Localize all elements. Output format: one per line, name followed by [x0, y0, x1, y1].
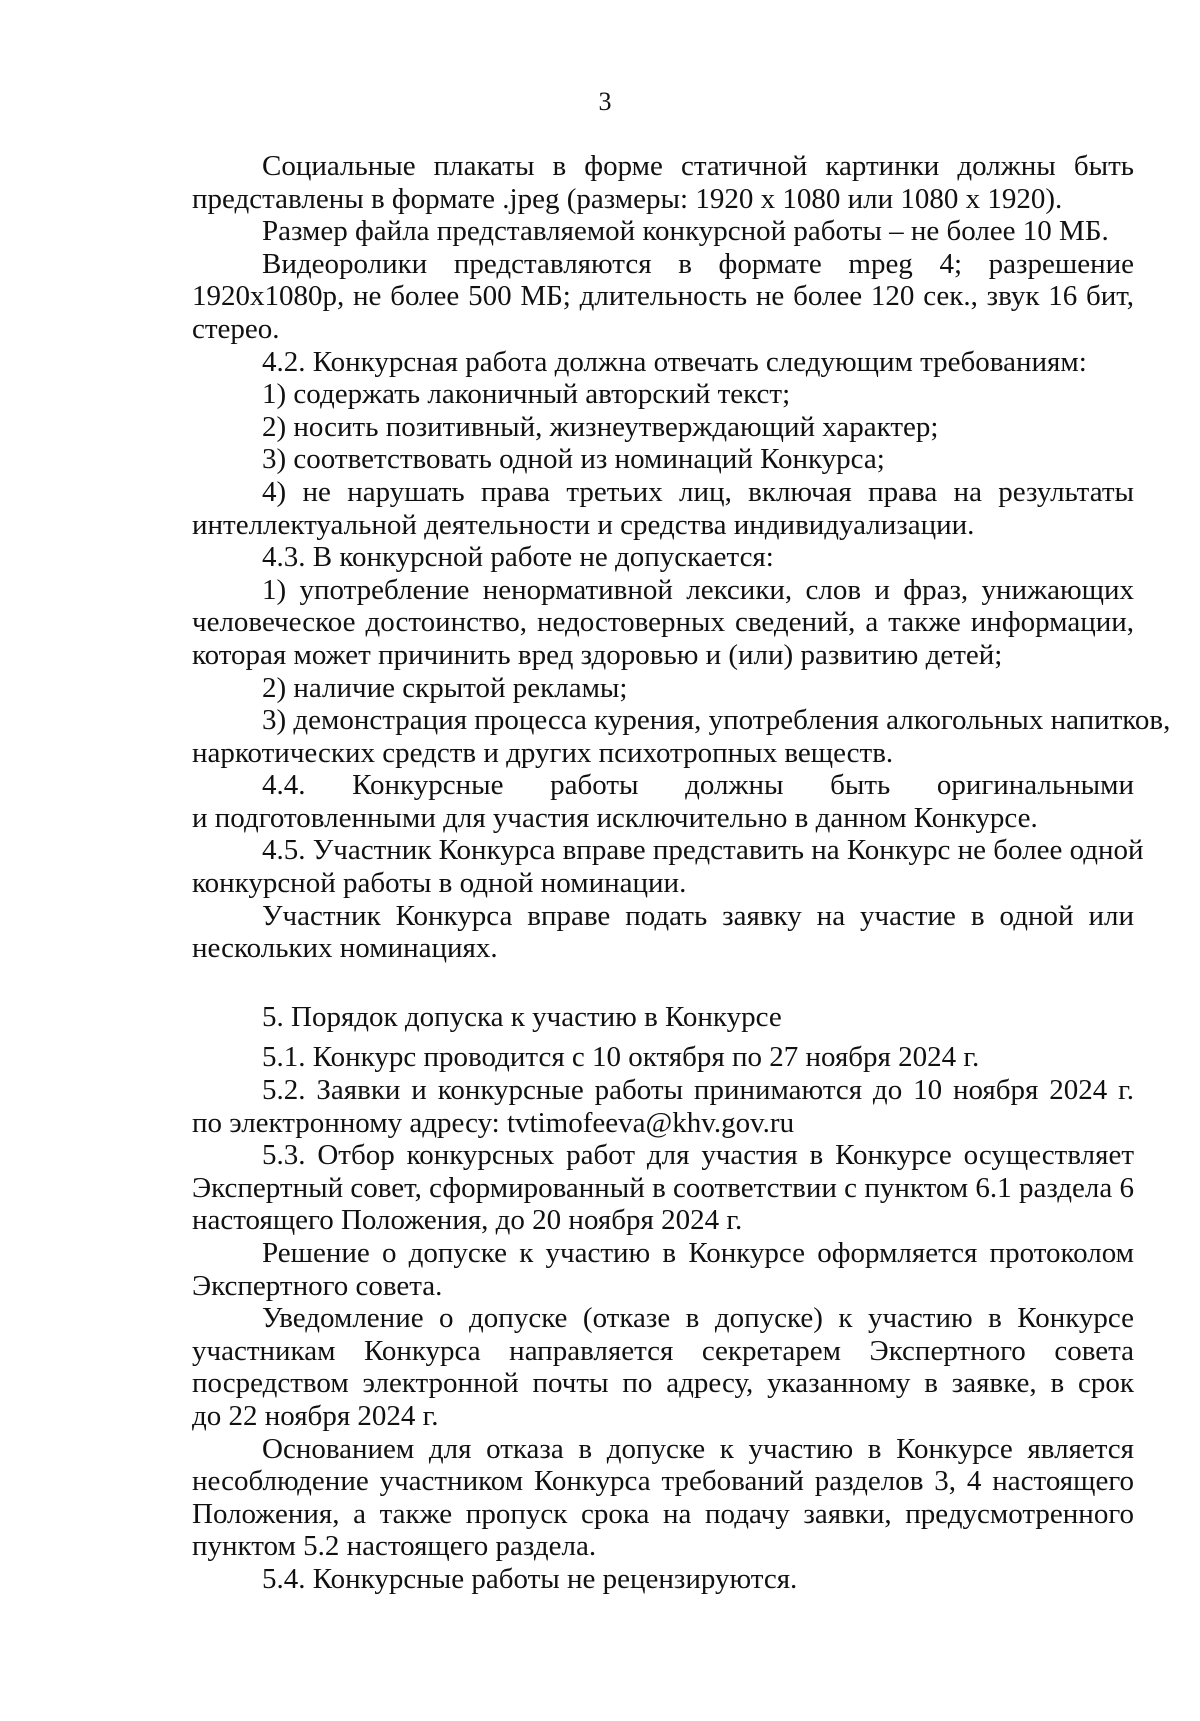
- section-paragraph: [192, 1041, 1134, 1074]
- text-line: Социальные плакаты в форме статичной картинки должны быть: [262, 150, 1134, 182]
- body-paragraph: [192, 378, 1134, 411]
- section-5-content: [192, 1041, 1134, 1595]
- text-line: по электронному адресу: tvtimofeeva@khv.gov.ru: [192, 1106, 795, 1139]
- text-line: Экспертный совет, сформированный в соответствии с пунктом 6.1 раздела 6: [192, 1171, 1134, 1204]
- text-line: Решение о допуске к участию в Конкурсе оформляется протоколом: [262, 1237, 1134, 1269]
- body-paragraph: [192, 346, 1134, 379]
- body-paragraph: [192, 574, 1134, 672]
- body-paragraph: [192, 248, 1134, 346]
- text-line: человеческое достоинство, недостоверных сведений, а также информации,: [192, 606, 1134, 639]
- body-paragraph: [192, 834, 1144, 900]
- body-paragraph: [192, 150, 1134, 215]
- text-line: 2) наличие скрытой рекламы;: [262, 671, 628, 704]
- body-paragraph: [192, 704, 1171, 769]
- text-line: интеллектуальной деятельности и средства индивидуализации.: [192, 508, 975, 541]
- text-line: Положения, а также пропуск срока на подачу заявки, предусмотренного: [192, 1497, 1134, 1530]
- text-line: 5.2. Заявки и конкурсные работы принимаются до 10 ноября 2024 г.: [262, 1074, 1134, 1107]
- text-line: 2) носить позитивный, жизнеутверждающий характер;: [262, 410, 939, 443]
- section-paragraph: [192, 1302, 1134, 1432]
- section-spacer: [192, 965, 1134, 1001]
- text-line: 4.5. Участник Конкурса вправе представить на Конкурс не более одной: [262, 834, 1144, 867]
- text-line: 1920x1080p, не более 500 МБ; длительность не более 120 сек., звук 16 бит,: [192, 280, 1134, 313]
- text-line: Уведомление о допуске (отказе в допуске) к участию в Конкурсе: [262, 1302, 1134, 1335]
- body-paragraph: [192, 215, 1134, 248]
- heading-spacer: [192, 1033, 1134, 1041]
- text-line: наркотических средств и других психотропных веществ.: [192, 736, 894, 769]
- text-line: 3) демонстрация процесса курения, употребления алкогольных напитков,: [262, 704, 1171, 737]
- text-line: Экспертного совета.: [192, 1269, 443, 1302]
- text-line: 5.4. Конкурсные работы не рецензируются.: [262, 1562, 798, 1595]
- text-line: несоблюдение участником Конкурса требований разделов 3, 4 настоящего: [192, 1465, 1134, 1498]
- text-line: нескольких номинациях.: [192, 932, 498, 965]
- text-line: 1) употребление ненормативной лексики, слов и фраз, унижающих: [262, 573, 1134, 606]
- text-line: 4.3. В конкурсной работе не допускается:: [262, 541, 774, 574]
- text-line: которая может причинить вред здоровью и (или) развитию детей;: [192, 638, 1003, 671]
- text-line: участникам Конкурса направляется секретарем Экспертного совета: [192, 1334, 1134, 1367]
- text-line: настоящего Положения, до 20 ноября 2024 г.: [192, 1204, 743, 1237]
- section-paragraph: [192, 1139, 1134, 1237]
- body-paragraph: [192, 443, 1134, 476]
- body-paragraph: [192, 672, 1134, 705]
- text-line: конкурсной работы в одной номинации.: [192, 867, 687, 900]
- body-paragraph: [192, 476, 1134, 541]
- document-body: [192, 150, 1171, 1596]
- body-paragraph: [192, 541, 1134, 574]
- text-line: Основанием для отказа в допуске к участию в Конкурсе является: [262, 1432, 1134, 1465]
- text-line: и подготовленными для участия исключительно в данном Конкурсе.: [192, 801, 1038, 834]
- section-4-content: [192, 150, 1171, 965]
- section-5-heading: 5. Порядок допуска к участию в Конкурсе: [262, 1000, 782, 1033]
- text-line: стерео.: [192, 312, 280, 345]
- text-line: 5.3. Отбор конкурсных работ для участия в Конкурсе осуществляет: [262, 1139, 1134, 1172]
- text-line: 4.2. Конкурсная работа должна отвечать следующим требованиям:: [262, 345, 1087, 378]
- text-line: представлены в формате .jpeg (размеры: 1920 x 1080 или 1080 x 1920).: [192, 182, 1063, 215]
- text-line: 4) не нарушать права третьих лиц, включая права на результаты: [262, 475, 1134, 508]
- text-line: 1) содержать лаконичный авторский текст;: [262, 378, 791, 411]
- text-line: посредством электронной почты по адресу, указанному в заявке, в срок: [192, 1367, 1134, 1400]
- section-paragraph: [192, 1237, 1134, 1302]
- text-line: Видеоролики представляются в формате mpeg 4; разрешение: [262, 247, 1134, 280]
- text-line: Размер файла представляемой конкурсной работы – не более 10 МБ.: [262, 215, 1109, 248]
- body-paragraph: [192, 769, 1134, 834]
- text-line: 3) соответствовать одной из номинаций Конкурса;: [262, 443, 885, 476]
- text-line: 5.1. Конкурс проводится с 10 октября по 27 ноября 2024 г.: [262, 1041, 980, 1074]
- text-line: до 22 ноября 2024 г.: [192, 1399, 439, 1432]
- text-line: 4.4. Конкурсные работы должны быть оригинальными: [262, 769, 1134, 802]
- body-paragraph: [192, 411, 1134, 444]
- text-line: пунктом 5.2 настоящего раздела.: [192, 1530, 597, 1563]
- page-number: 3: [598, 87, 612, 116]
- body-paragraph: [192, 900, 1134, 965]
- text-line: Участник Конкурса вправе подать заявку на участие в одной или: [262, 899, 1134, 932]
- section-paragraph: [192, 1433, 1134, 1563]
- section-paragraph: [192, 1074, 1134, 1139]
- section-paragraph: [192, 1563, 1134, 1596]
